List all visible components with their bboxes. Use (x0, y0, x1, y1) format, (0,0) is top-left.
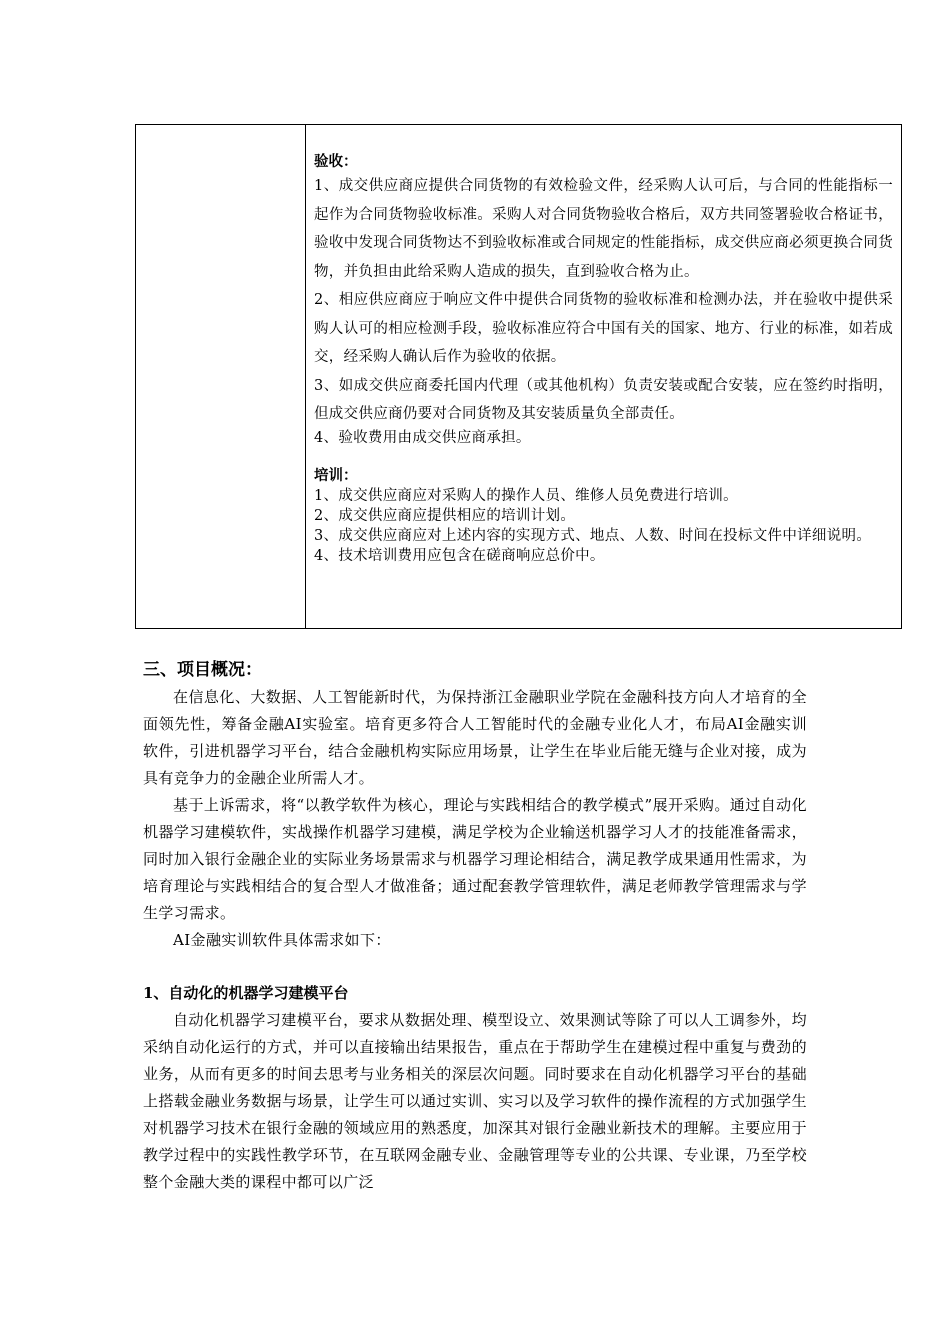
platform-body (143, 1007, 807, 1196)
training-item-3: 3、成交供应商应对上述内容的实现方式、地点、人数、时间在投标文件中详细说明。 (314, 527, 872, 544)
requirements-table (135, 124, 902, 629)
acceptance-item-2: 2、相应供应商应于响应文件中提供合同货物的验收标准和检测办法，并在验收中提供采购人认可的相应检测手段，验收标准应符合中国有关的国家、地方、行业的标准，如若成交，经采购人确认后作为验收的依据。 (314, 292, 893, 365)
acceptance-item-3: 3、如成交供应商委托国内代理（或其他机构）负责安装或配合安装，应在签约时指明，但成交供应商仍要对合同货物及其安装质量负全部责任。 (314, 377, 893, 422)
overview-paragraph-1: 在信息化、大数据、人工智能新时代，为保持浙江金融职业学院在金融科技方向人才培育的全面领先性，筹备金融AI实验室。培育更多符合人工智能时代的金融专业化人才，布局AI金融实训软件，引进机器学习平台，结合金融机构实际应用场景，让学生在毕业后能无缝与企业对接，成为具有竞争力的金融企业所需人才。 (143, 688, 807, 787)
training-heading: 培训： (314, 466, 358, 484)
table-label-cell (136, 125, 306, 628)
training-item-2: 2、成交供应商应提供相应的培训计划。 (314, 507, 576, 524)
overview-paragraph-3: AI金融实训软件具体需求如下： (173, 931, 391, 949)
subsection-title-ml-platform: 1、自动化的机器学习建模平台 (143, 984, 349, 1002)
training-item-1: 1、成交供应商应对采购人的操作人员、维修人员免费进行培训。 (314, 487, 738, 504)
platform-paragraph: 自动化机器学习建模平台，要求从数据处理、模型设立、效果测试等除了可以人工调参外，均采纳自动化运行的方式，并可以直接输出结果报告，重点在于帮助学生在建模过程中重复与费劲的业务，从而有更多的时间去思考与业务相关的深层次问题。同时要求在自动化机器学习平台的基础上搭载金融业务数据与场景，让学生可以通过实训、实习以及学习软件的操作流程的方式加强学生对机器学习技术在银行金融的领域应用的熟悉度，加深其对银行金融业新技术的理解。主要应用于教学过程中的实践性教学环节，在互联网金融专业、金融管理等专业的公共课、专业课，乃至学校整个金融大类的课程中都可以广泛 (143, 1011, 807, 1191)
overview-body (143, 684, 807, 954)
overview-paragraph-2: 基于上诉需求，将“以教学软件为核心，理论与实践相结合的教学模式”展开采购。通过自动化机器学习建模软件，实战操作机器学习建模，满足学校为企业输送机器学习人才的技能准备需求，同时加入银行金融企业的实际业务场景需求与机器学习理论相结合，满足教学成果通用性需求，为培育理论与实践相结合的复合型人才做准备；通过配套教学管理软件，满足老师教学管理需求与学生学习需求。 (143, 796, 807, 922)
table-content-cell (306, 125, 901, 628)
training-item-4: 4、技术培训费用应包含在磋商响应总价中。 (314, 547, 605, 564)
acceptance-item-1: 1、成交供应商应提供合同货物的有效检验文件，经采购人认可后，与合同的性能指标一起作为合同货物验收标准。采购人对合同货物验收合格后，双方共同签署验收合格证书，验收中发现合同货物达不到验收标准或合同规定的性能指标，成交供应商必须更换合同货物，并负担由此给采购人造成的损失，直到验收合格为止。 (314, 178, 893, 280)
acceptance-item-4: 4、验收费用由成交供应商承担。 (314, 429, 531, 446)
section-title-project-overview: 三、项目概况： (143, 660, 262, 680)
acceptance-heading: 验收： (314, 153, 358, 170)
